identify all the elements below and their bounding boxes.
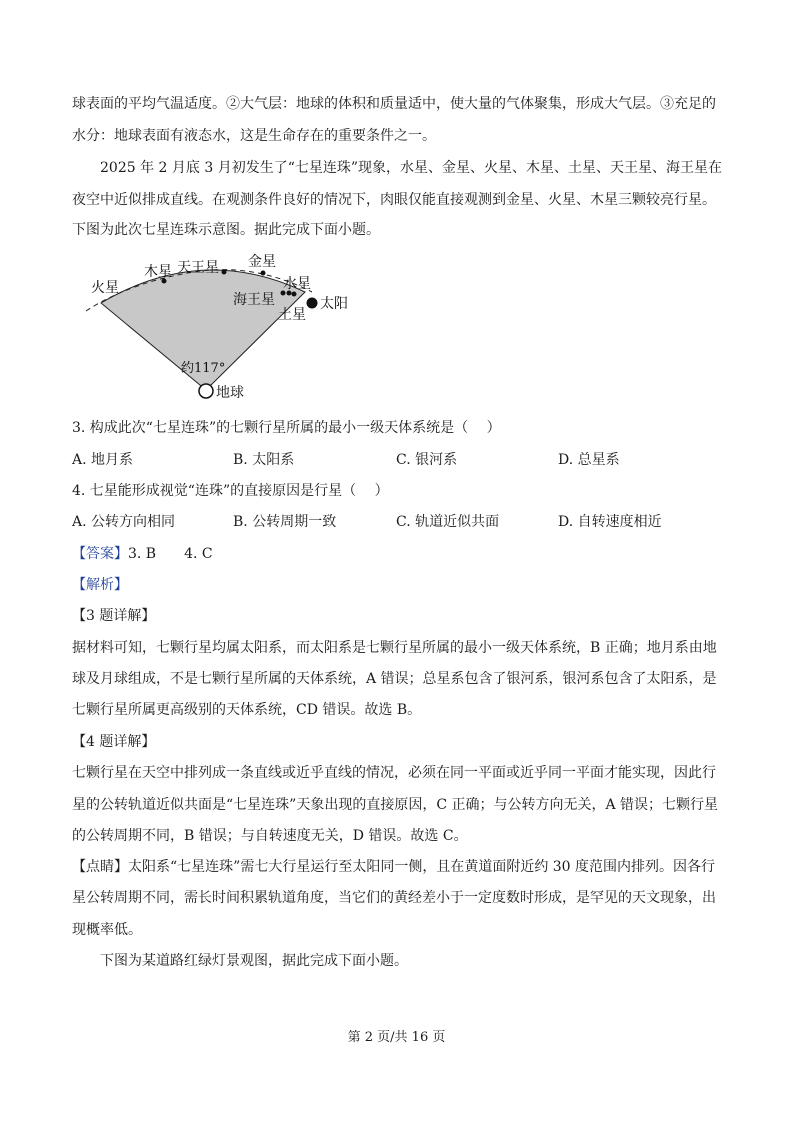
q4-option-a[interactable]: A. 公转方向相同 [72, 514, 176, 530]
analysis-label: 【解析】 [72, 577, 128, 593]
tip-line-3: 现概率低。 [72, 922, 142, 938]
next-question-intro: 下图为某道路红绿灯景观图，据此完成下面小题。 [100, 953, 408, 969]
q4-option-b[interactable]: B. 公转周期一致 [233, 514, 337, 530]
question-3-stem: 3. 构成此次“七星连珠”的七颗行星所属的最小一级天体系统是（ ） [72, 420, 501, 436]
label-uranus: 天王星 [177, 260, 219, 276]
material-line-3: 下图为此次七星连珠示意图。据此完成下面小题。 [72, 222, 380, 238]
label-mars: 火星 [91, 280, 119, 296]
q3-option-d[interactable]: D. 总星系 [558, 452, 620, 468]
tip-line-1 [72, 857, 715, 877]
q3-detail-line-3: 七颗行星所属更高级别的天体系统，CD 错误。故选 B。 [72, 702, 422, 718]
q4-detail-line-1: 七颗行星在天空中排列成一条直线或近乎直线的情况，必须在同一平面或近乎同一平面才能实现，因此行 [72, 765, 716, 781]
tip-label: 【点睛】 [72, 859, 128, 875]
saturn-dot [292, 292, 297, 297]
label-angle: 约117° [181, 361, 226, 376]
label-earth: 地球 [216, 385, 244, 401]
q4-detail-line-3: 的公转周期不同，B 错误；与自转速度无关，D 错误。故选 C。 [72, 828, 468, 844]
tip-line-2: 星公转周期不同，需长时间积累轨道角度，当它们的黄经差小于一定度数时形成，是罕见的天文现象，出 [72, 890, 716, 906]
q4-option-c[interactable]: C. 轨道近似共面 [396, 514, 500, 530]
q4-option-d[interactable]: D. 自转速度相近 [558, 514, 662, 530]
label-jupiter: 木星 [144, 264, 172, 280]
material-line-1: 2025 年 2 月底 3 月初发生了“七星连珠”现象，水星、金星、火星、木星、土星、天王星、海王星在 [100, 160, 723, 176]
intro-line-1: 球表面的平均气温适度。②大气层：地球的体积和质量适中，使大量的气体聚集，形成大气层。③充足的 [72, 96, 716, 112]
q3-detail-heading: 【3 题详解】 [72, 608, 156, 624]
question-4-stem: 4. 七星能形成视觉“连珠”的直接原因是行星（ ） [72, 483, 389, 499]
q4-detail-heading: 【4 题详解】 [72, 734, 156, 750]
label-sun: 太阳 [320, 296, 348, 312]
q3-option-c[interactable]: C. 银河系 [396, 452, 458, 468]
label-venus: 金星 [248, 254, 276, 270]
sun-dot [307, 298, 318, 309]
intro-line-2: 水分：地球表面有液态水，这是生命存在的重要条件之一。 [72, 128, 436, 144]
label-saturn: 土星 [278, 307, 306, 323]
venus-dot [261, 271, 266, 276]
material-line-2: 夜空中近似排成直线。在观测条件良好的情况下，肉眼仅能直接观测到金星、火星、木星三颗较亮行星。 [72, 192, 716, 208]
answer-value: 3. B 4. C [128, 546, 213, 562]
answer-line [72, 544, 213, 564]
label-mercury: 水星 [283, 276, 311, 292]
page-footer: 第 2 页/共 16 页 [347, 1030, 446, 1045]
q3-option-b[interactable]: B. 太阳系 [233, 452, 295, 468]
answer-label: 【答案】 [72, 546, 128, 562]
uranus-dot [222, 270, 227, 275]
q3-detail-line-1: 据材料可知，七颗行星均属太阳系，而太阳系是七颗行星所属的最小一级天体系统，B 正确；地月系由地 [72, 640, 717, 656]
seven-planets-diagram [72, 246, 372, 406]
earth-circle [199, 384, 213, 398]
q3-option-a[interactable]: A. 地月系 [72, 452, 134, 468]
label-neptune: 海王星 [233, 292, 275, 308]
q4-detail-line-2: 星的公转轨道近似共面是“七星连珠”天象出现的直接原因，C 正确；与公转方向无关，A 错误；七颗行星 [72, 797, 719, 813]
tip-text-1: 太阳系“七星连珠”需七大行星运行至太阳同一侧，且在黄道面附近约 30 度范围内排列。因各行 [128, 859, 716, 875]
q3-detail-line-2: 球及月球组成，不是七颗行星所属的天体系统，A 错误；总星系包含了银河系，银河系包含了太阳系，是 [72, 671, 717, 687]
